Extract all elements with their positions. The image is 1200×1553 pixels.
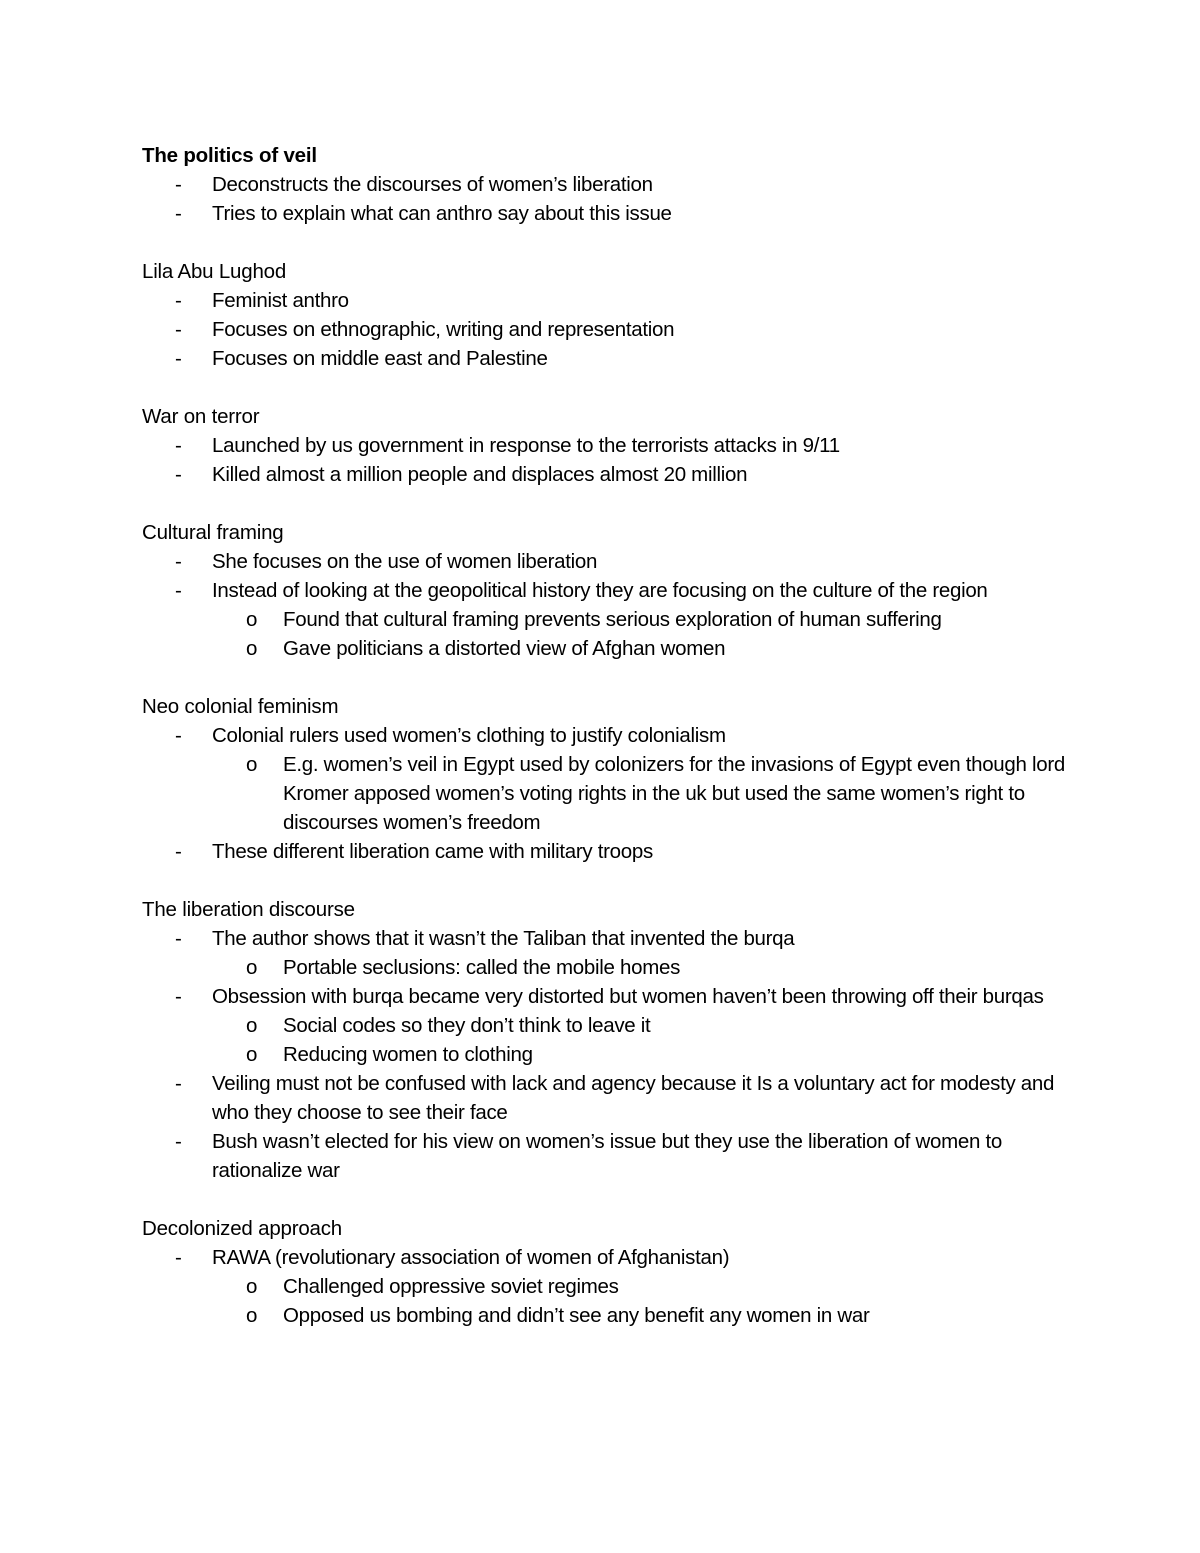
notes-section [142,895,1072,1185]
dash-bullet-icon: - [175,724,182,747]
list-item-text: Tries to explain what can anthro say about this issue [212,202,672,225]
circle-bullet-icon: o [246,637,258,660]
sub-list-item-text: Gave politicians a distorted view of Afghan women [283,637,726,660]
dash-bullet-icon: - [175,840,182,863]
list-item [142,315,1072,344]
sub-list-item-text: Reducing women to clothing [283,1043,533,1066]
dash-bullet-icon: - [175,550,182,573]
sub-list-item [212,605,1072,634]
dash-bullet-icon: - [175,318,182,341]
list-item-text: Bush wasn’t elected for his view on women’s issue but they use the liberation of women to rationalize war [212,1130,1002,1182]
notes-section [142,257,1072,373]
dash-bullet-icon: - [175,173,182,196]
bullet-list [142,721,1072,866]
sub-bullet-list [212,1011,1072,1069]
sub-list-item-text: Found that cultural framing prevents serious exploration of human suffering [283,608,942,631]
section-heading: The politics of veil [142,144,317,167]
document-content [142,141,1072,1359]
sub-list-item [212,1272,1072,1301]
circle-bullet-icon: o [246,1275,258,1298]
sub-bullet-list [212,953,1072,982]
circle-bullet-icon: o [246,608,258,631]
bullet-list [142,1243,1072,1330]
bullet-list [142,547,1072,663]
notes-section [142,141,1072,228]
list-item [142,431,1072,460]
list-item-text: Launched by us government in response to the terrorists attacks in 9/11 [212,434,840,457]
sub-list-item-text: Opposed us bombing and didn’t see any benefit any women in war [283,1304,870,1327]
list-item [142,1069,1072,1127]
list-item-text: Focuses on ethnographic, writing and representation [212,318,675,341]
list-item [142,1243,1072,1330]
notes-section [142,518,1072,663]
list-item [142,576,1072,663]
notes-section [142,1214,1072,1330]
list-item [142,721,1072,837]
list-item-text: Veiling must not be confused with lack and agency because it Is a voluntary act for modesty and who they choose to see their face [212,1072,1055,1124]
bullet-list [142,170,1072,228]
dash-bullet-icon: - [175,289,182,312]
section-heading: Lila Abu Lughod [142,260,287,283]
sub-bullet-list [212,1272,1072,1330]
list-item-text: Colonial rulers used women’s clothing to justify colonialism [212,724,726,747]
list-item [142,924,1072,982]
dash-bullet-icon: - [175,463,182,486]
list-item [142,547,1072,576]
circle-bullet-icon: o [246,753,258,776]
list-item-text: Instead of looking at the geopolitical history they are focusing on the culture of the region [212,579,988,602]
sub-list-item-text: Portable seclusions: called the mobile homes [283,956,681,979]
list-item-text: These different liberation came with military troops [212,840,653,863]
list-item-text: RAWA (revolutionary association of women of Afghanistan) [212,1246,730,1269]
sub-list-item [212,750,1072,837]
sub-list-item [212,953,1072,982]
section-heading: The liberation discourse [142,898,355,921]
list-item [142,460,1072,489]
circle-bullet-icon: o [246,1304,258,1327]
list-item-text: Feminist anthro [212,289,349,312]
sub-list-item [212,634,1072,663]
circle-bullet-icon: o [246,956,258,979]
dash-bullet-icon: - [175,579,182,602]
list-item-text: Focuses on middle east and Palestine [212,347,548,370]
bullet-list [142,286,1072,373]
sub-bullet-list [212,750,1072,837]
dash-bullet-icon: - [175,347,182,370]
notes-section [142,692,1072,866]
list-item-text: The author shows that it wasn’t the Taliban that invented the burqa [212,927,795,950]
list-item-text: She focuses on the use of women liberation [212,550,598,573]
list-item [142,982,1072,1069]
sub-bullet-list [212,605,1072,663]
bullet-list [142,431,1072,489]
dash-bullet-icon: - [175,985,182,1008]
dash-bullet-icon: - [175,1246,182,1269]
section-heading: Cultural framing [142,521,284,544]
circle-bullet-icon: o [246,1043,258,1066]
bullet-list [142,924,1072,1185]
dash-bullet-icon: - [175,927,182,950]
section-heading: Decolonized approach [142,1217,342,1240]
sub-list-item [212,1040,1072,1069]
notes-section [142,402,1072,489]
dash-bullet-icon: - [175,1130,182,1153]
dash-bullet-icon: - [175,202,182,225]
sub-list-item [212,1011,1072,1040]
circle-bullet-icon: o [246,1014,258,1037]
dash-bullet-icon: - [175,434,182,457]
section-heading: Neo colonial feminism [142,695,339,718]
sub-list-item [212,1301,1072,1330]
list-item [142,199,1072,228]
list-item-text: Killed almost a million people and displaces almost 20 million [212,463,748,486]
dash-bullet-icon: - [175,1072,182,1095]
list-item [142,286,1072,315]
sub-list-item-text: E.g. women’s veil in Egypt used by colonizers for the invasions of Egypt even though lord Kromer apposed women’s voting rights in the uk but used the same women’s right to discourses women’s freedom [283,753,1065,834]
list-item-text: Obsession with burqa became very distorted but women haven’t been throwing off their burqas [212,985,1044,1008]
sub-list-item-text: Social codes so they don’t think to leave it [283,1014,651,1037]
section-heading: War on terror [142,405,260,428]
list-item [142,344,1072,373]
sub-list-item-text: Challenged oppressive soviet regimes [283,1275,619,1298]
list-item [142,837,1072,866]
list-item-text: Deconstructs the discourses of women’s liberation [212,173,653,196]
list-item [142,1127,1072,1185]
list-item [142,170,1072,199]
